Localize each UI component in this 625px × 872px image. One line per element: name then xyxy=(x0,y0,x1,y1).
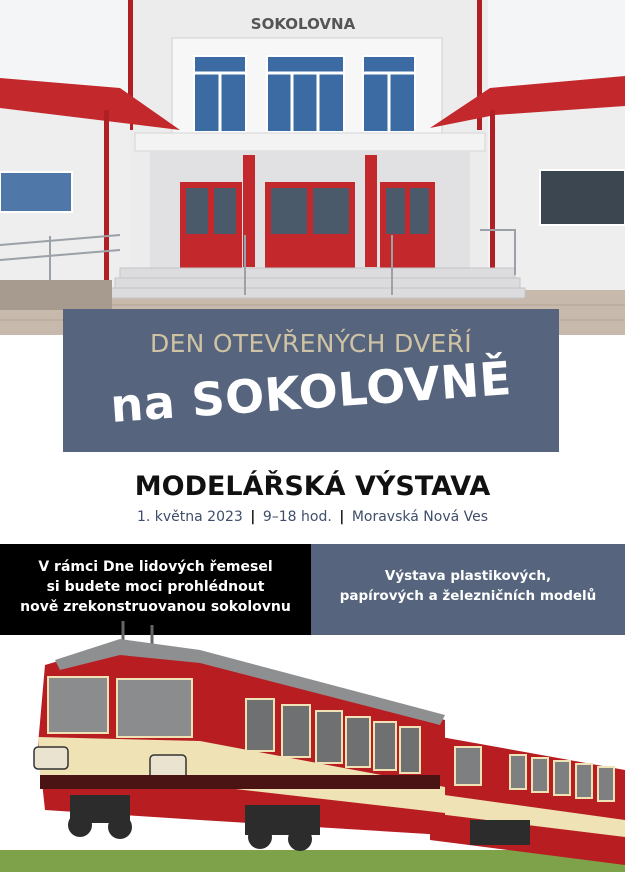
info-right-line: Výstava plastikových, xyxy=(384,568,552,584)
train-model-photo xyxy=(0,615,625,872)
event-place: Moravská Nová Ves xyxy=(351,509,489,525)
title-band xyxy=(63,309,559,452)
info-left-line: si budete moci prohlédnout xyxy=(46,579,265,595)
building-sign: SOKOLOVNA xyxy=(250,15,356,33)
separator: | xyxy=(339,509,345,525)
building-photo xyxy=(0,0,625,335)
separator: | xyxy=(250,509,256,525)
event-title: na SOKOLOVNĚ xyxy=(108,351,514,433)
event-date: 1. května 2023 xyxy=(136,509,243,525)
info-right-line: papírových a železničních modelů xyxy=(339,588,597,604)
info-left-line: V rámci Dne lidových řemesel xyxy=(38,559,273,575)
event-subtitle: DEN OTEVŘENÝCH DVEŘÍ xyxy=(150,329,472,358)
event-details xyxy=(0,509,625,525)
event-time: 9–18 hod. xyxy=(262,509,332,525)
info-left-line: nově zrekonstruovanou sokolovnu xyxy=(20,599,291,615)
exhibition-title: MODELÁŘSKÁ VÝSTAVA xyxy=(134,471,491,502)
